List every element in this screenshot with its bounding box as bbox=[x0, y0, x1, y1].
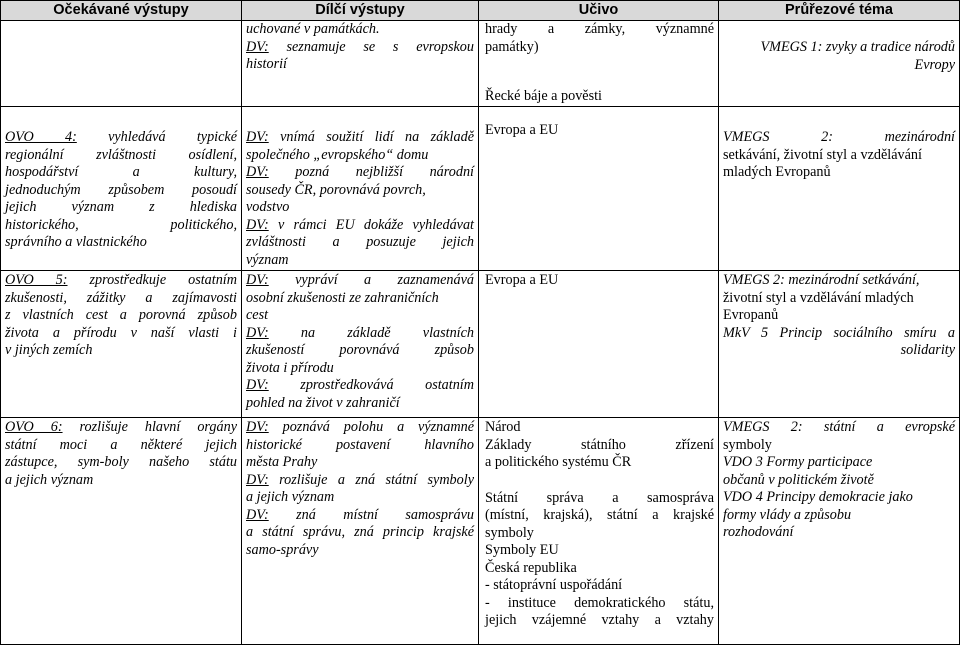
table-row bbox=[1, 271, 960, 418]
dv-label: DV: bbox=[246, 38, 269, 55]
text-line: hrady a zámky, významné bbox=[485, 21, 714, 37]
cell-expected: OVO 4: vyhledává typické regionální zvláštnosti osídlení, hospodářství a kultury, jednoduchým způsobem posoudí jejich význam z hlediska historického, politického, správního a vlastnického bbox=[1, 107, 242, 271]
text-line: historií bbox=[246, 56, 287, 72]
cell-cross-topic: VMEGS 2: státní a evropské symboly VDO 3 Formy participace občanů v politickém životě VDO 4 Principy demokracie jako formy vlády a způsobu rozhodování bbox=[719, 418, 960, 645]
table-row bbox=[1, 107, 960, 271]
text-line: seznamuje se s evropskou bbox=[268, 38, 474, 55]
text-line: uchované v památkách. bbox=[246, 21, 380, 37]
cell-partial: DV: vypráví a zaznamenává osobní zkušenosti ze zahraničních cest DV: na základě vlastních zkušeností porovnává způsob života i přírodu DV: zprostředkovává ostatním pohled na život v zahraničí bbox=[242, 271, 479, 418]
header-partial-outputs: Dílčí výstupy bbox=[242, 1, 479, 21]
dv-label: DV: bbox=[246, 419, 269, 435]
cell-expected bbox=[1, 21, 242, 107]
header-cross-topic: Průřezové téma bbox=[719, 1, 960, 21]
text-line: Evropa a EU bbox=[485, 272, 559, 288]
cell-partial: DV: vnímá soužití lidí na základě společného „evropského“ domu DV: pozná nejbližší národní sousedy ČR, porovnává povrch, vodstvo DV: v rámci EU dokáže vyhledávat zvláštnosti a posuzuje jejich význam bbox=[242, 107, 479, 271]
cell-curriculum bbox=[479, 88, 719, 271]
dv-label: DV: bbox=[246, 164, 269, 180]
dv-label: DV: bbox=[246, 272, 269, 288]
dv-label: DV: bbox=[246, 506, 269, 523]
cell-partial bbox=[242, 21, 479, 107]
text-line: Evropy bbox=[914, 56, 955, 73]
dv-label: DV: bbox=[246, 377, 269, 393]
cell-expected: OVO 6: rozlišuje hlavní orgány státní moci a některé jejich zástupce, sym-boly našeho státu a jejich význam bbox=[1, 418, 242, 645]
header-curriculum: Učivo bbox=[479, 1, 719, 21]
header-expected-outputs: Očekávané výstupy bbox=[1, 1, 242, 21]
cell-curriculum bbox=[479, 271, 719, 418]
text-line: Evropa a EU bbox=[485, 121, 559, 138]
table-row bbox=[1, 418, 960, 645]
ovo-label: OVO 4: bbox=[5, 129, 77, 145]
cell-curriculum: Národ Základy státního zřízení a politického systému ČR Státní správa a samospráva (místní, krajská), státní a krajské symboly Symboly EU Česká republika - státoprávní uspořádání - instituce demokratického státu, jejich vzájemné vztahy a vztahy bbox=[479, 418, 719, 645]
table-row bbox=[1, 21, 960, 107]
cell-cross-topic: VMEGS 2: mezinárodní setkávání, životní styl a vzdělávání mladých Evropanů MkV 5 Princip sociálního smíru a solidarity bbox=[719, 271, 960, 418]
cell-cross-topic bbox=[719, 21, 960, 107]
header-row bbox=[1, 1, 960, 21]
cell-cross-topic: VMEGS 2: mezinárodní setkávání, životní styl a vzdělávání mladých Evropanů bbox=[719, 107, 960, 271]
cell-partial: DV: poznává polohu a významné historické postavení hlavního města Prahy DV: rozlišuje a zná státní symboly a jejich význam DV: zná místní samosprávu a státní správu, zná princip krajské samo-správy bbox=[242, 418, 479, 645]
dv-label: DV: bbox=[246, 324, 269, 341]
ovo-label: OVO 6: bbox=[5, 419, 63, 435]
dv-label: DV: bbox=[246, 471, 269, 488]
text-line: památky) bbox=[485, 38, 539, 55]
cell-expected: OVO 5: zprostředkuje ostatním zkušenosti, zážitky a zajímavosti z vlastních cest a porovná způsob života a přírodu v naší vlasti i v jiných zemích bbox=[1, 271, 242, 418]
text-line: Řecké báje a pověsti bbox=[485, 88, 602, 104]
ovo-label: OVO 5: bbox=[5, 272, 68, 288]
dv-label: DV: bbox=[246, 216, 269, 233]
dv-label: DV: bbox=[246, 129, 269, 145]
text-line: VMEGS 1: zvyky a tradice národů bbox=[760, 39, 955, 55]
